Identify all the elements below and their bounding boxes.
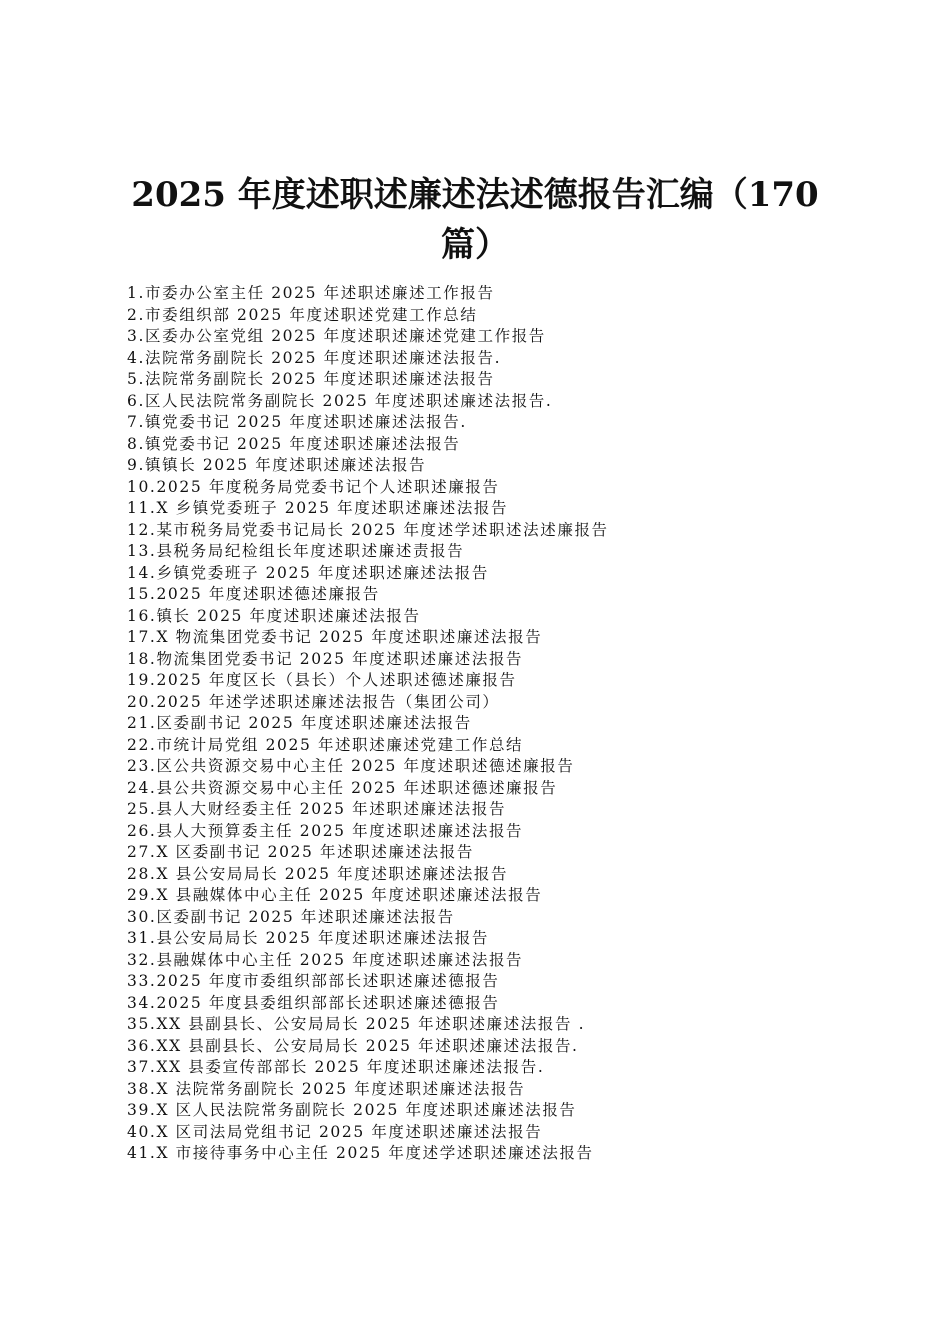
list-item: 18.物流集团党委书记 2025 年度述职述廉述法报告 (127, 649, 524, 668)
list-item: 23.区公共资源交易中心主任 2025 年度述职述德述廉报告 (127, 757, 575, 775)
list-item: 25.县人大财经委主任 2025 年述职述廉述法报告 (127, 800, 507, 818)
list-item: 27.X 区委副书记 2025 年述职述廉述法报告 (127, 843, 474, 861)
list-item: 13.县税务局纪检组长年度述职述廉述责报告 (127, 542, 465, 560)
table-of-contents (127, 283, 827, 1165)
list-item: 29.X 县融媒体中心主任 2025 年度述职述廉述法报告 (127, 886, 543, 904)
list-item: 17.X 物流集团党委书记 2025 年度述职述廉述法报告 (127, 628, 543, 646)
list-item: 35.XX 县副县长、公安局局长 2025 年述职述廉述法报告 . (127, 1015, 586, 1033)
list-item: 39.X 区人民法院常务副院长 2025 年度述职述廉述法报告 (127, 1101, 577, 1119)
list-item: 26.县人大预算委主任 2025 年度述职述廉述法报告 (127, 821, 524, 840)
list-item: 20.2025 年述学述职述廉述法报告（集团公司） (127, 692, 500, 711)
list-item: 10.2025 年度税务局党委书记个人述职述廉报告 (127, 477, 500, 496)
document-title: 2025 年度述职述廉述法述德报告汇编（170 篇） (131, 175, 819, 265)
list-item: 14.乡镇党委班子 2025 年度述职述廉述法报告 (127, 563, 489, 582)
list-item: 11.X 乡镇党委班子 2025 年度述职述廉述法报告 (127, 499, 509, 517)
list-item: 30.区委副书记 2025 年述职述廉述法报告 (127, 907, 455, 926)
list-item: 22.市统计局党组 2025 年述职述廉述党建工作总结 (127, 735, 524, 754)
list-item: 3.区委办公室党组 2025 年度述职述廉述党建工作报告 (127, 327, 546, 345)
list-item: 21.区委副书记 2025 年度述职述廉述法报告 (127, 714, 472, 732)
list-item: 5.法院常务副院长 2025 年度述职述廉述法报告 (127, 370, 495, 388)
list-item: 19.2025 年度区长（县长）个人述职述德述廉报告 (127, 671, 517, 689)
list-item: 41.X 市接待事务中心主任 2025 年度述学述职述廉述法报告 (127, 1144, 594, 1162)
list-item: 1.市委办公室主任 2025 年述职述廉述工作报告 (127, 284, 495, 302)
list-item: 28.X 县公安局局长 2025 年度述职述廉述法报告 (127, 864, 509, 883)
list-item: 2.市委组织部 2025 年度述职述党建工作总结 (127, 305, 478, 324)
list-item: 38.X 法院常务副院长 2025 年度述职述廉述法报告 (127, 1079, 526, 1098)
list-item: 34.2025 年度县委组织部部长述职述廉述德报告 (127, 993, 500, 1012)
list-item: 40.X 区司法局党组书记 2025 年度述职述廉述法报告 (127, 1122, 543, 1141)
list-item: 31.县公安局局长 2025 年度述职述廉述法报告 (127, 929, 489, 947)
list-item: 15.2025 年度述职述德述廉报告 (127, 585, 380, 603)
list-item: 9.镇镇长 2025 年度述职述廉述法报告 (127, 456, 427, 474)
list-item: 37.XX 县委宣传部部长 2025 年度述职述廉述法报告. (127, 1058, 545, 1076)
list-item: 4.法院常务副院长 2025 年度述职述廉述法报告. (127, 348, 502, 367)
list-item: 32.县融媒体中心主任 2025 年度述职述廉述法报告 (127, 950, 524, 969)
list-item: 6.区人民法院常务副院长 2025 年度述职述廉述法报告. (127, 391, 553, 410)
list-item: 16.镇长 2025 年度述职述廉述法报告 (127, 606, 421, 625)
list-item: 12.某市税务局党委书记局长 2025 年度述学述职述法述廉报告 (127, 520, 609, 539)
list-item: 24.县公共资源交易中心主任 2025 年述职述德述廉报告 (127, 778, 558, 797)
list-item: 7.镇党委书记 2025 年度述职述廉述法报告. (127, 413, 467, 431)
list-item: 8.镇党委书记 2025 年度述职述廉述法报告 (127, 434, 461, 453)
list-item: 33.2025 年度市委组织部部长述职述廉述德报告 (127, 972, 500, 990)
list-item: 36.XX 县副县长、公安局局长 2025 年述职述廉述法报告. (127, 1036, 579, 1055)
